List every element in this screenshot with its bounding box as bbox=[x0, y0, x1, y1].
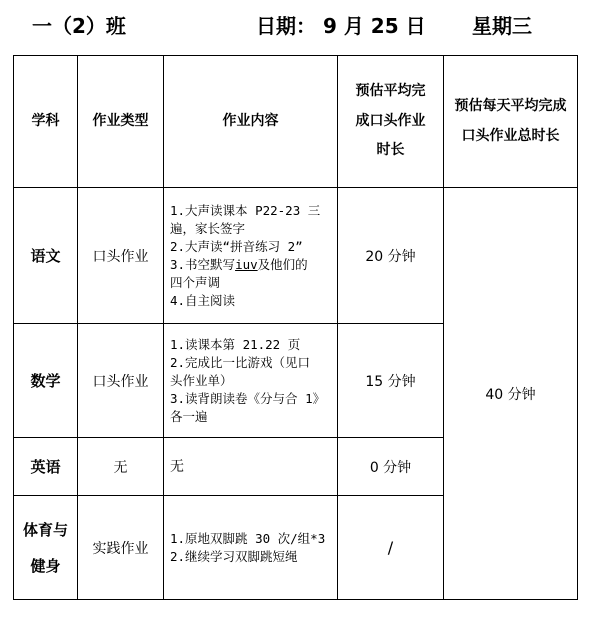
subject-cell: 英语 bbox=[14, 438, 78, 496]
type-cell: 口头作业 bbox=[78, 188, 164, 324]
col-header-total-time: 预估每天平均完成 口头作业总时长 bbox=[444, 56, 578, 188]
table-row-chinese bbox=[14, 188, 578, 324]
subject-cell: 语文 bbox=[14, 188, 78, 324]
content-cell: 1.大声读课本 P22-23 三 遍，家长签字 2.大声读“拼音练习 2” 3.书空默写iuv及他们的 四个声调 4.自主阅读 bbox=[164, 188, 338, 324]
content-cell: 无 bbox=[164, 438, 338, 496]
subject-cell: 体育与 健身 bbox=[14, 496, 78, 600]
underlined-term: iuv bbox=[235, 256, 258, 272]
class-label: 一（2）班 bbox=[32, 14, 126, 38]
date-label: 日期： 9 月 25 日 bbox=[256, 14, 426, 38]
homework-table bbox=[13, 55, 578, 600]
page-header bbox=[0, 0, 600, 50]
total-time-cell: 40 分钟 bbox=[444, 188, 578, 600]
time-cell: 15 分钟 bbox=[338, 324, 444, 438]
col-header-avg-time: 预估平均完 成口头作业 时长 bbox=[338, 56, 444, 188]
time-cell: 0 分钟 bbox=[338, 438, 444, 496]
col-header-content: 作业内容 bbox=[164, 56, 338, 188]
subject-cell: 数学 bbox=[14, 324, 78, 438]
col-header-subject: 学科 bbox=[14, 56, 78, 188]
time-cell: / bbox=[338, 496, 444, 600]
content-cell: 1.读课本第 21.22 页 2.完成比一比游戏（见口 头作业单） 3.读背朗读卷《分与合 1》 各一遍 bbox=[164, 324, 338, 438]
type-cell: 无 bbox=[78, 438, 164, 496]
weekday-label: 星期三 bbox=[472, 14, 532, 38]
col-header-type: 作业类型 bbox=[78, 56, 164, 188]
type-cell: 口头作业 bbox=[78, 324, 164, 438]
content-cell: 1.原地双脚跳 30 次/组*3 2.继续学习双脚跳短绳 bbox=[164, 496, 338, 600]
table-header-row bbox=[14, 56, 578, 188]
type-cell: 实践作业 bbox=[78, 496, 164, 600]
time-cell: 20 分钟 bbox=[338, 188, 444, 324]
